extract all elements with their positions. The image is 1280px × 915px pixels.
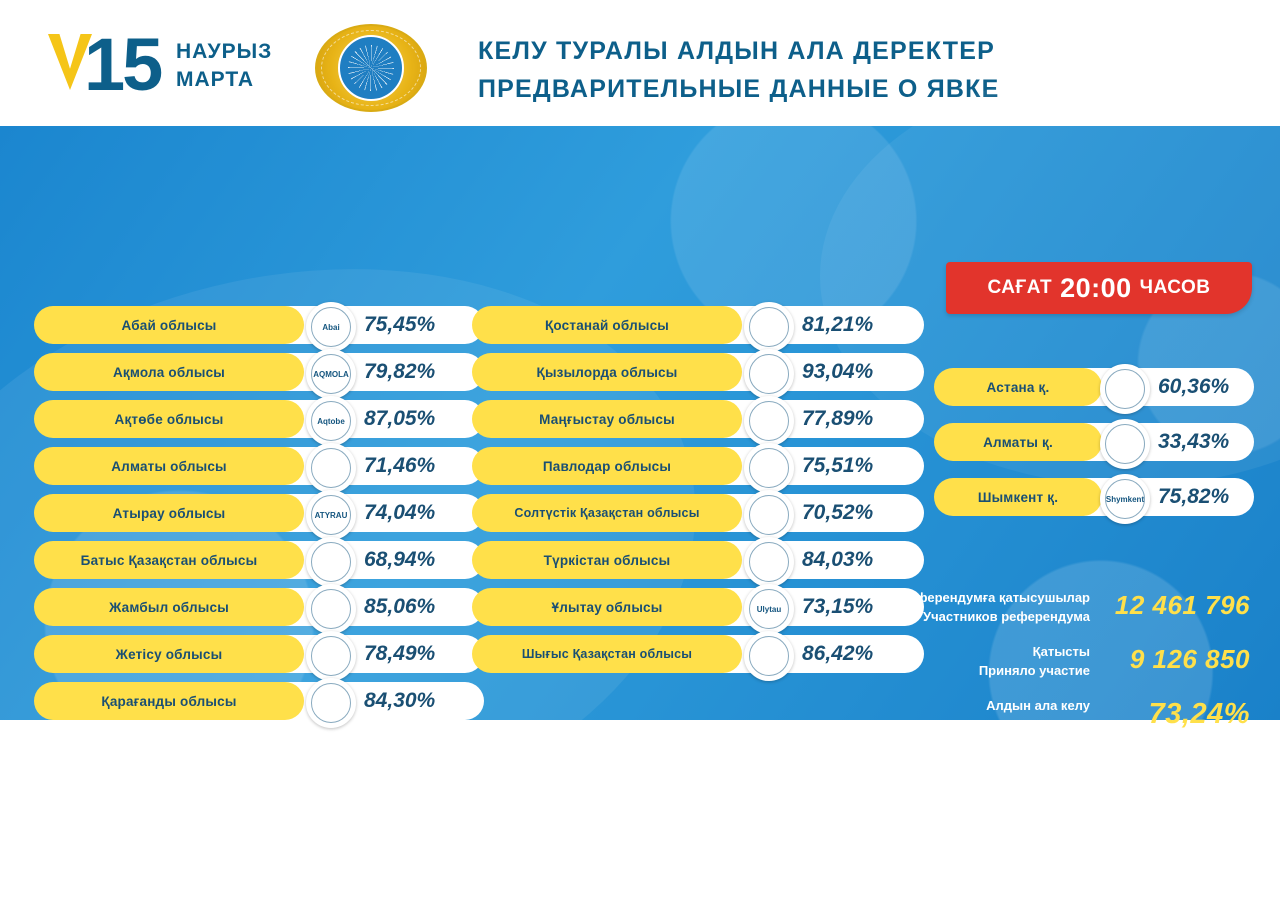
total-row-participants [880,588,1250,642]
atyrau-emblem-icon: ATYRAU [306,490,356,540]
city-value: 60,36% [1158,375,1230,398]
website-link[interactable]: www.election.gov.kz [1129,798,1250,812]
region-name: Қызылорда облысы [536,364,678,380]
city-column-right [934,368,1254,533]
total-value: 12 461 796 [1114,590,1250,620]
region-name: Маңғыстау облысы [539,411,675,427]
region-name: Абай облысы [121,317,217,333]
page-title-kk: КЕЛУ ТУРАЛЫ АЛДЫН АЛА ДЕРЕКТЕР [478,37,996,65]
region-row[interactable] [472,494,892,532]
region-value: 70,52% [802,501,874,524]
time-badge [946,262,1252,314]
region-value: 78,49% [364,642,436,665]
total-label [850,696,1090,734]
qaragandy-emblem-icon [306,678,356,728]
region-row[interactable] [472,541,892,579]
region-column-left [34,306,449,729]
total-label-kk: Алдын ала келу [986,698,1090,713]
content-area [0,126,1280,812]
region-name: Түркістан облысы [543,552,671,568]
region-row[interactable] [34,588,449,626]
zhambyl-emblem-icon [306,584,356,634]
region-row[interactable] [34,447,449,485]
region-row[interactable] [472,306,892,344]
region-name: Қостанай облысы [544,317,670,333]
emblem-sun-icon [338,35,404,101]
soltustik-qazaqstan-emblem-icon [744,490,794,540]
shymkent-emblem-icon: Shymkent [1100,474,1150,524]
region-name: Атырау облысы [112,505,226,521]
region-row[interactable] [34,353,449,391]
region-row[interactable] [34,682,449,720]
region-row[interactable] [34,400,449,438]
astana-emblem-icon [1100,364,1150,414]
region-value: 93,04% [802,360,874,383]
region-value: 87,05% [364,407,436,430]
region-row[interactable] [472,353,892,391]
city-row[interactable] [934,478,1254,516]
almaty-city-emblem-icon [1100,419,1150,469]
qostanai-emblem-icon [744,302,794,352]
total-row-voted [880,642,1250,696]
zhetisu-emblem-icon [306,631,356,681]
region-row[interactable] [34,541,449,579]
total-label-kk: Референдумға қатысушылар [900,590,1090,605]
region-row[interactable] [472,635,892,673]
total-value: 73,24% [1148,698,1250,730]
region-value: 86,42% [802,642,874,665]
shygys-qazaqstan-emblem-icon [744,631,794,681]
pavlodar-emblem-icon [744,443,794,493]
region-value: 75,51% [802,454,874,477]
city-name: Алматы қ. [983,434,1053,450]
page-title-ru: ПРЕДВАРИТЕЛЬНЫЕ ДАННЫЕ О ЯВКЕ [478,75,1000,103]
city-name: Астана қ. [986,379,1050,395]
region-name: Қарағанды облысы [101,693,237,709]
region-name: Павлодар облысы [542,458,672,474]
total-row-turnout [880,696,1250,750]
total-label [850,588,1090,626]
region-name: Жамбыл облысы [109,599,229,615]
region-value: 75,45% [364,313,436,336]
aqmola-emblem-icon: AQMOLA [306,349,356,399]
region-value: 84,03% [802,548,874,571]
region-value: 74,04% [364,501,436,524]
region-name: Солтүстік Қазақстан облысы [514,506,700,520]
ulytau-emblem-icon: Ulytau [744,584,794,634]
city-row[interactable] [934,423,1254,461]
region-name: Жетісу облысы [115,646,223,662]
city-value: 75,82% [1158,485,1230,508]
region-value: 84,30% [364,689,436,712]
almaty-oblysy-emblem-icon [306,443,356,493]
region-value: 79,82% [364,360,436,383]
region-name: Ақтөбе облысы [114,411,224,427]
city-name: Шымкент қ. [977,489,1059,505]
page-title [478,32,999,108]
city-value: 33,43% [1158,430,1230,453]
region-value: 68,94% [364,548,436,571]
totals-block [880,588,1250,750]
aqtobe-emblem-icon: Aqtobe [306,396,356,446]
region-row[interactable] [34,635,449,673]
region-name: Алматы облысы [111,458,227,474]
qyzylorda-emblem-icon [744,349,794,399]
time-value: 20:00 [1060,272,1132,303]
turkistan-emblem-icon [744,537,794,587]
abai-emblem-icon: Abai [306,302,356,352]
region-row[interactable] [472,588,892,626]
region-row[interactable] [34,306,449,344]
central-referendum-commission-emblem-icon [315,24,427,112]
region-name: Шығыс Қазақстан облысы [521,647,693,661]
region-row[interactable] [472,400,892,438]
logo-number: 15 [84,23,161,106]
total-label-ru: Приняло участие [978,663,1090,678]
total-label-ru: Участников референдума [923,609,1090,624]
batys-qazaqstan-emblem-icon [306,537,356,587]
city-row[interactable] [934,368,1254,406]
anniversary-logo [48,23,278,106]
region-value: 81,21% [802,313,874,336]
region-row[interactable] [472,447,892,485]
time-label-kk: САҒАТ [987,277,1053,298]
total-label-kk: Қатысты [1032,644,1090,659]
time-label-ru: ЧАСОВ [1139,277,1211,298]
region-name: Ұлытау облысы [551,599,663,615]
logo-word-kk: НАУРЫЗ [176,40,273,63]
region-value: 85,06% [364,595,436,618]
region-column-middle [472,306,892,682]
total-value: 9 126 850 [1129,644,1250,674]
region-value: 77,89% [802,407,874,430]
total-label [850,642,1090,680]
region-row[interactable] [34,494,449,532]
region-name: Батыс Қазақстан облысы [80,552,258,568]
mangystau-emblem-icon [744,396,794,446]
region-name: Ақмола облысы [112,364,226,380]
region-value: 73,15% [802,595,874,618]
total-label-ru: Предварительная явка [940,717,1090,732]
logo-word-ru: МАРТА [176,68,255,91]
region-value: 71,46% [364,454,436,477]
